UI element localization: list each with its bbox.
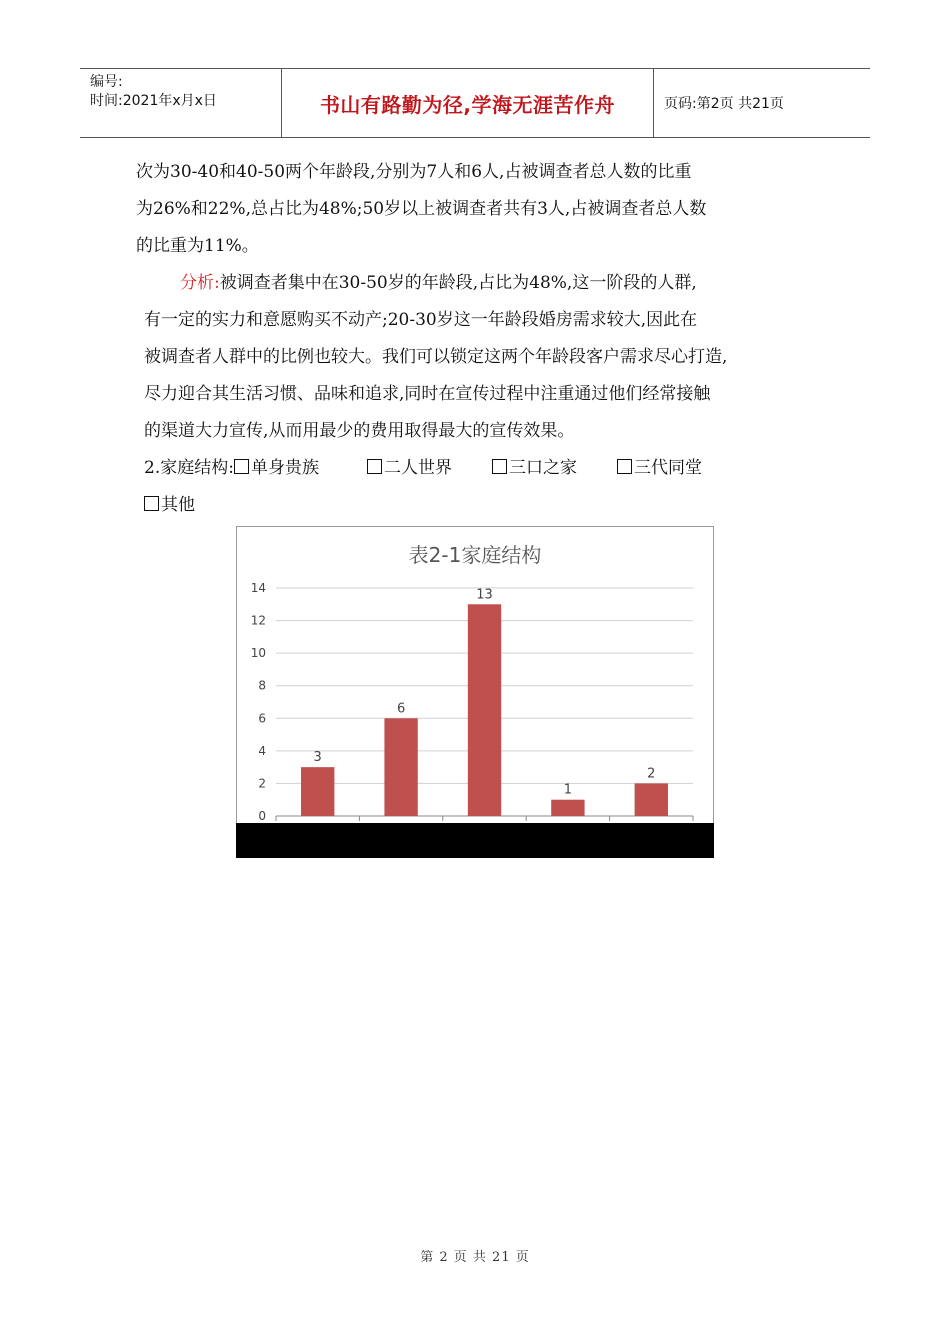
header-page-info: 页码:第2页 共21页 bbox=[664, 96, 784, 112]
y-tick-label: 6 bbox=[258, 711, 266, 726]
question-family-structure bbox=[144, 450, 702, 524]
checkbox-icon[interactable] bbox=[617, 459, 632, 474]
question-line bbox=[144, 450, 702, 487]
bar-data-label: 2 bbox=[647, 766, 656, 782]
checkbox-icon[interactable] bbox=[144, 496, 159, 511]
bar bbox=[551, 800, 584, 816]
analysis-label: 分析: bbox=[180, 273, 220, 293]
header-meta bbox=[80, 69, 282, 137]
text-line: 被调查者人群中的比例也较大。我们可以锁定这两个年龄段客户需求尽心打造, bbox=[144, 347, 728, 367]
option-single[interactable] bbox=[234, 450, 319, 487]
option-family-of-three[interactable] bbox=[492, 450, 577, 487]
text-line: 的比重为11%。 bbox=[136, 236, 259, 256]
bar-data-label: 6 bbox=[396, 701, 406, 717]
option-label: 二人世界 bbox=[383, 458, 452, 478]
family-structure-chart bbox=[236, 526, 714, 858]
bar bbox=[384, 718, 417, 816]
y-tick-label: 8 bbox=[258, 678, 266, 693]
checkbox-icon[interactable] bbox=[367, 459, 382, 474]
text-line: 有一定的实力和意愿购买不动产;20-30岁这一年龄段婚房需求较大,因此在 bbox=[144, 310, 698, 330]
y-tick-label: 2 bbox=[258, 776, 266, 791]
option-label: 三口之家 bbox=[508, 458, 577, 478]
bar-chart bbox=[236, 526, 714, 858]
document-number-label: 编号: bbox=[90, 74, 123, 90]
text-line: 次为30-40和40-50两个年龄段,分别为7人和6人,占被调查者总人数的比重 bbox=[136, 162, 692, 182]
option-other[interactable] bbox=[144, 487, 195, 524]
question-label: 2.家庭结构: bbox=[144, 458, 234, 478]
option-label: 其他 bbox=[161, 495, 195, 515]
text-line bbox=[144, 265, 727, 302]
paragraph-age-summary bbox=[136, 154, 706, 265]
checkbox-icon[interactable] bbox=[234, 459, 249, 474]
bar bbox=[301, 767, 334, 816]
paragraph-analysis bbox=[144, 265, 727, 450]
option-label: 三代同堂 bbox=[633, 458, 702, 478]
text-line: 尽力迎合其生活习惯、品味和追求,同时在宣传过程中注重通过他们经常接触 bbox=[144, 384, 711, 404]
document-time-label: 时间:2021年x月x日 bbox=[90, 93, 217, 109]
option-couple[interactable] bbox=[367, 450, 452, 487]
checkbox-icon[interactable] bbox=[492, 459, 507, 474]
page-header bbox=[80, 68, 870, 138]
bar-data-label: 13 bbox=[476, 587, 493, 603]
option-label: 单身贵族 bbox=[250, 458, 319, 478]
bar bbox=[635, 783, 668, 816]
chart-title: 表2-1家庭结构 bbox=[408, 543, 542, 567]
text-line: 为26%和22%,总占比为48%;50岁以上被调查者共有3人,占被调查者总人数 bbox=[136, 199, 707, 219]
analysis-text: 被调查者集中在30-50岁的年龄段,占比为48%,这一阶段的人群, bbox=[219, 273, 697, 293]
bar-data-label: 1 bbox=[563, 782, 573, 798]
header-motto: 书山有路勤为径,学海无涯苦作舟 bbox=[282, 69, 654, 137]
category-axis-band bbox=[236, 823, 714, 858]
text-line: 的渠道大力宣传,从而用最少的费用取得最大的宣传效果。 bbox=[144, 421, 575, 441]
bar-data-label: 3 bbox=[313, 750, 322, 766]
y-tick-label: 10 bbox=[250, 646, 266, 661]
page-footer: 第 2 页 共 21 页 bbox=[420, 1250, 530, 1265]
y-tick-label: 12 bbox=[250, 613, 266, 628]
y-tick-label: 14 bbox=[250, 581, 266, 595]
bar bbox=[468, 604, 501, 816]
question-line bbox=[144, 487, 702, 524]
y-tick-label: 4 bbox=[258, 743, 266, 758]
option-three-generations[interactable] bbox=[617, 450, 702, 487]
y-tick-label: 0 bbox=[258, 809, 266, 823]
